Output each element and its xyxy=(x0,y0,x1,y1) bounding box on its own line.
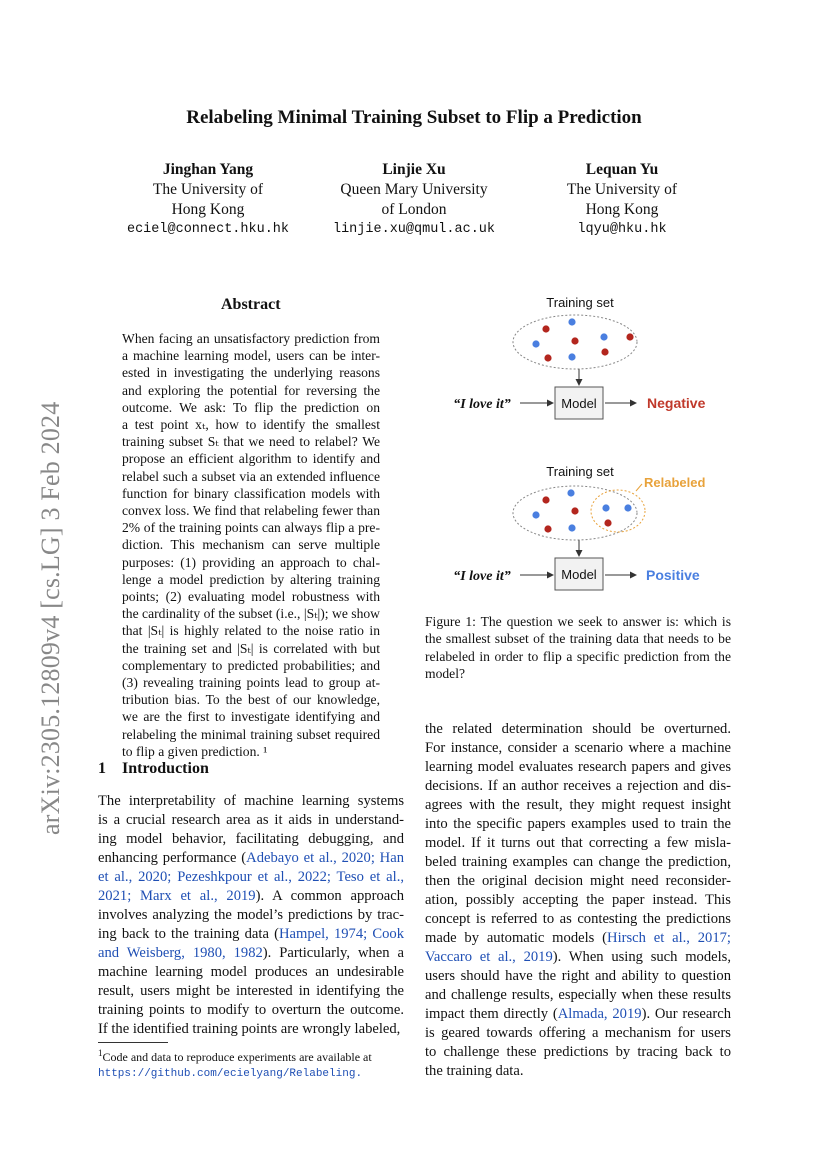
text-line: ested in investigating the underlying reasons xyxy=(122,365,380,381)
arxiv-stamp: arXiv:2305.12809v4 [cs.LG] 3 Feb 2024 xyxy=(36,401,65,835)
text-line: to flip a given prediction. ¹ xyxy=(122,743,268,759)
red-point xyxy=(571,507,578,514)
footnote-mark: 1 xyxy=(98,1048,103,1058)
text-line: For instance, consider a scenario where a machine xyxy=(425,740,731,756)
text-line: a test point xₜ, how to identify the smallest xyxy=(122,417,380,433)
text-line: lenge a model prediction by altering training xyxy=(122,571,380,587)
author-email[interactable]: eciel@connect.hku.hk xyxy=(126,222,290,237)
relabeled-label: Relabeled xyxy=(644,475,706,490)
author-affiliation: Queen Mary University xyxy=(340,181,488,198)
text-line: model? xyxy=(425,666,466,682)
text-line: decisions. If an author receives a rejection and dis- xyxy=(425,778,731,794)
text-line: relabeled in order to flip a specific prediction from the xyxy=(425,648,731,664)
training-set-label: Training set xyxy=(546,295,614,310)
figure-1-diagram xyxy=(440,290,740,600)
text-line: When facing an unsatisfactory prediction from xyxy=(122,331,380,346)
author-affiliation: The University of xyxy=(566,181,678,198)
blue-point xyxy=(567,489,574,496)
text-line: we are the first to investigate identifying and xyxy=(122,709,380,725)
text-line: ing back to the training data (Hampel, 1974; Cook xyxy=(98,926,405,942)
relabeled-pointer xyxy=(636,484,642,491)
red-point xyxy=(601,348,608,355)
abstract-heading: Abstract xyxy=(221,296,281,313)
positive-output: Positive xyxy=(646,567,700,583)
text-line: and Weisberg, 1980, 1982). Particularly, when a xyxy=(98,945,404,961)
blue-point xyxy=(602,504,609,511)
relabeled-subset-ellipse xyxy=(591,490,645,532)
author-email[interactable]: linjie.xu@qmul.ac.uk xyxy=(332,222,496,237)
red-point xyxy=(544,354,551,361)
author-affiliation: Hong Kong xyxy=(171,201,245,218)
text-line: relabel such a subset via an extended influence xyxy=(122,468,380,484)
text-line: involves analyzing the model’s predictions by trac- xyxy=(98,907,404,923)
citation-link[interactable]: Hirsch et al., 2017; xyxy=(607,930,731,946)
text-line: is a crucial research area as it aids in understand- xyxy=(98,812,404,828)
red-point xyxy=(604,519,611,526)
blue-point xyxy=(624,504,631,511)
text-line: training points to modify to overturn the outcome. xyxy=(98,1002,404,1018)
text-line: is geared towards offering a mechanism for users xyxy=(425,1025,731,1041)
figure-caption xyxy=(425,613,731,683)
author-1 xyxy=(108,160,308,240)
red-point xyxy=(544,525,551,532)
red-point xyxy=(626,333,633,340)
blue-point xyxy=(568,524,575,531)
author-affiliation: of London xyxy=(381,201,447,218)
text-line: purposes: (1) providing an approach to chal- xyxy=(122,554,380,570)
footnote-text: Code and data to reproduce experiments are available at xyxy=(102,1050,372,1064)
section-heading xyxy=(98,760,209,778)
citation-link[interactable]: et al., 2020; Pezeshkpour et al., 2022; Teso et al., xyxy=(98,869,404,885)
negative-output: Negative xyxy=(647,395,706,411)
red-point xyxy=(542,496,549,503)
citation-link[interactable]: and Weisberg, 1980, 1982 xyxy=(98,945,263,961)
blue-point xyxy=(568,353,575,360)
citation-link[interactable]: Hampel, 1974; Cook xyxy=(278,926,405,942)
text-line: Figure 1: The question we seek to answer is: which is xyxy=(425,614,731,629)
text-line: relabeling the minimal training subset required xyxy=(122,726,380,742)
citation-link[interactable]: Vaccaro et al., 2019 xyxy=(425,949,553,965)
blue-point xyxy=(532,340,539,347)
text-line: complementary to predicted probabilities; and xyxy=(122,657,380,673)
text-line: the cardinality of the subset (i.e., |Sₜ|); we show xyxy=(122,606,380,622)
author-name: Jinghan Yang xyxy=(162,161,254,178)
text-line: diction. This mechanism can serve multiple xyxy=(122,537,380,553)
text-line: machine learning model produces an undesirable xyxy=(98,964,404,980)
intro-left-column xyxy=(98,792,404,1039)
footnote-rule xyxy=(98,1042,168,1043)
text-line: training subset Sₜ that we need to relabel? We xyxy=(122,434,380,450)
author-name: Linjie Xu xyxy=(382,161,446,178)
text-line: enhancing performance (Adebayo et al., 2020; Han xyxy=(98,850,404,866)
section-number: 1 xyxy=(98,760,106,777)
model-label: Model xyxy=(561,567,597,582)
training-set-label: Training set xyxy=(546,464,614,479)
text-line: ation, possibly accepting the paper instead. This xyxy=(425,892,731,908)
text-line: 2% of the training points can always flip a pre- xyxy=(122,520,380,536)
text-line: to challenge these predictions by tracing back to xyxy=(425,1044,731,1060)
text-line: points; (2) evaluating model robustness with xyxy=(122,589,380,605)
text-line: into the specific papers examples used to train the xyxy=(425,816,731,832)
blue-point xyxy=(532,511,539,518)
author-3 xyxy=(522,160,722,240)
text-line: outcome. We ask: To flip the prediction on xyxy=(122,399,380,415)
section-title: Introduction xyxy=(122,760,209,777)
text-line: function for binary classification models with xyxy=(122,485,380,501)
text-line: the related determination should be overturned. xyxy=(425,721,731,737)
abstract-body xyxy=(122,330,380,760)
author-affiliation: Hong Kong xyxy=(585,201,659,218)
text-line: then the original decision might need reconsider- xyxy=(425,873,731,889)
intro-right-column xyxy=(425,720,731,1081)
input-text: “I love it” xyxy=(453,569,511,584)
text-line: model. If it turns out that correcting a few misla- xyxy=(425,835,731,851)
author-name: Lequan Yu xyxy=(585,161,659,178)
text-line: the training data. xyxy=(425,1063,524,1079)
text-line: the smallest subset of the training data that needs to be xyxy=(425,631,731,647)
text-line: tribution bias. To the best of our knowledge, xyxy=(122,692,380,708)
text-line: The interpretability of machine learning systems xyxy=(98,793,404,809)
blue-point xyxy=(568,318,575,325)
text-line: concept is referred to as contesting the predictions xyxy=(425,911,731,927)
text-line: and challenge results, especially when these results xyxy=(425,987,731,1003)
text-line: that |Sₜ| is highly related to the noise ratio in xyxy=(122,623,380,639)
text-line: made by automatic models (Hirsch et al., 2017; xyxy=(425,930,731,946)
text-line: users should have the right and ability to question xyxy=(425,968,731,984)
text-line: propose an efficient algorithm to identify and xyxy=(122,451,380,467)
citation-link[interactable]: Adebayo et al., 2020; Han xyxy=(246,850,404,866)
text-line: and exploring the potential for reversing the xyxy=(122,382,380,398)
blue-point xyxy=(600,333,607,340)
text-line: convex loss. We find that relabeling fewer than xyxy=(122,503,380,519)
text-line: impact them directly (Almada, 2019). Our research xyxy=(425,1006,731,1022)
footnote-link[interactable]: https://github.com/ecielyang/Relabeling. xyxy=(98,1068,363,1080)
text-line: ing model behavior, facilitating debugging, and xyxy=(98,831,404,847)
author-2 xyxy=(314,160,514,240)
citation-link[interactable]: 2021; Marx et al., 2019 xyxy=(98,888,256,904)
input-text: “I love it” xyxy=(453,397,511,412)
footnote xyxy=(98,1046,408,1082)
text-line: beled training examples can change the prediction, xyxy=(425,854,731,870)
red-point xyxy=(571,337,578,344)
text-line: agrees with the result, they might request insight xyxy=(425,797,731,813)
text-line: result, users might be interested in identifying the xyxy=(98,983,404,999)
text-line: 2021; Marx et al., 2019). A common approach xyxy=(98,888,404,904)
text-line: the training set and |Sₜ| is correlated with but xyxy=(122,640,380,656)
text-line: If the identified training points are wrongly labeled, xyxy=(98,1021,401,1037)
figure-1 xyxy=(440,290,740,600)
model-label: Model xyxy=(561,396,597,411)
text-line: learning model evaluates research papers and gives xyxy=(425,759,731,775)
red-point xyxy=(542,325,549,332)
text-line: (3) revealing training points lead to group at- xyxy=(122,675,380,691)
author-email[interactable]: lqyu@hku.hk xyxy=(577,222,667,237)
author-affiliation: The University of xyxy=(152,181,264,198)
paper-title: Relabeling Minimal Training Subset to Flip a Prediction xyxy=(186,107,642,128)
citation-link[interactable]: Almada, 2019 xyxy=(557,1006,642,1022)
text-line: Vaccaro et al., 2019). When using such models, xyxy=(425,949,731,965)
text-line: a machine learning model, users can be inter- xyxy=(122,348,380,364)
text-line xyxy=(98,868,404,887)
